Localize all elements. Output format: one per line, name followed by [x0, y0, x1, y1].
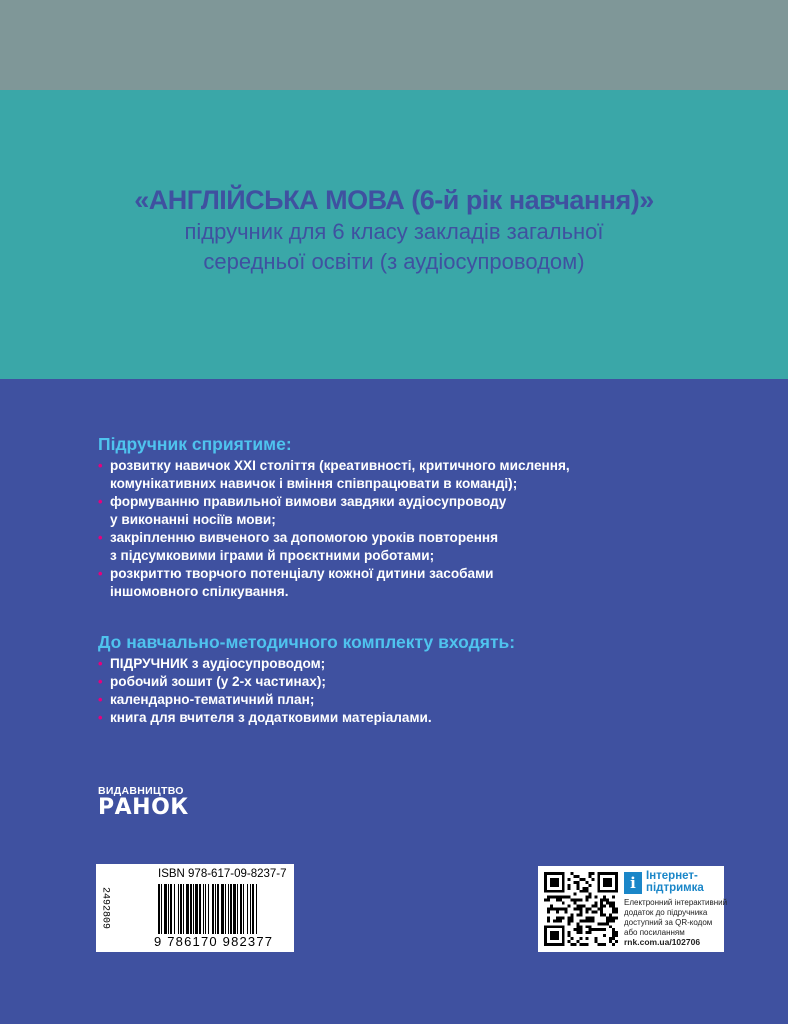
list-item — [98, 691, 658, 709]
bullet-icon: • — [98, 530, 103, 545]
kit-heading: До навчально-методичного комплекту входять: — [98, 632, 516, 652]
top-band — [0, 0, 788, 90]
barcode-icon — [158, 884, 286, 934]
bullet-icon: • — [98, 566, 103, 581]
bullet-icon: • — [98, 656, 103, 671]
list-item-line: робочий зошит (у 2-х частинах); — [110, 674, 326, 689]
bullet-icon: • — [98, 458, 103, 473]
support-title-line-2: підтримка — [646, 882, 704, 894]
bullet-icon: • — [98, 494, 103, 509]
book-title: «АНГЛІЙСЬКА МОВА (6-й рік навчання)» — [134, 185, 654, 215]
bullet-icon: • — [98, 710, 103, 725]
book-subtitle-line-2: середньої освіти (з аудіосупроводом) — [203, 249, 585, 274]
list-item-line: у виконанні носіїв мови; — [110, 512, 276, 527]
benefits-heading: Підручник сприятиме: — [98, 434, 292, 454]
list-item-line: ПІДРУЧНИК з аудіосупроводом; — [110, 656, 326, 671]
support-description-line: додаток до підручника — [624, 908, 708, 917]
bullet-icon: • — [98, 692, 103, 707]
support-description-line: або посиланням — [624, 928, 685, 937]
barcode-box — [96, 864, 294, 952]
list-item-line: формуванню правильної вимови завдяки аудіосупроводу — [110, 494, 507, 509]
internet-support-box — [538, 866, 728, 952]
kit-section — [98, 631, 658, 727]
publisher-label: ВИДАВНИЦТВО — [98, 785, 184, 797]
list-item-line: книга для вчителя з додатковими матеріалами. — [110, 710, 432, 725]
list-item — [98, 529, 658, 565]
isbn-text: ISBN 978-617-09-8237-7 — [158, 868, 287, 880]
list-item-line: іншомовного спілкування. — [110, 584, 289, 599]
support-description-line: доступний за QR-кодом — [624, 918, 713, 927]
bullet-icon: • — [98, 674, 103, 689]
support-description — [624, 898, 727, 938]
publisher-logo — [98, 785, 189, 819]
qr-code-icon[interactable] — [544, 872, 618, 946]
list-item-line: розкриттю творчого потенціалу кожної дитини засобами — [110, 566, 494, 581]
list-item — [98, 565, 658, 601]
benefits-list — [98, 457, 658, 601]
benefits-section — [98, 433, 658, 601]
list-item-line: календарно-тематичний план; — [110, 692, 315, 707]
publisher-name: РАНОК — [98, 795, 189, 820]
list-item — [98, 457, 658, 493]
list-item — [98, 493, 658, 529]
list-item-line: комунікативних навичок і вміння співпрацювати в команді); — [110, 476, 518, 491]
barcode-side-code-text: 2492809 — [99, 886, 111, 930]
list-item-line: закріпленню вивченого за допомогою уроків повторення — [110, 530, 499, 545]
list-item — [98, 673, 658, 691]
support-link[interactable]: rnk.com.ua/102706 — [624, 937, 701, 947]
ean-digits: 9 786170 982377 — [154, 934, 274, 949]
title-block — [0, 183, 788, 277]
support-description-line: Електронний інтерактивний — [624, 898, 728, 907]
info-icon: i — [624, 872, 642, 894]
kit-list — [98, 655, 658, 727]
list-item — [98, 655, 658, 673]
support-title — [646, 870, 704, 894]
book-subtitle-line-1: підручник для 6 класу закладів загальної — [184, 219, 604, 244]
list-item — [98, 709, 658, 727]
support-title-line-1: Інтернет- — [646, 870, 698, 882]
list-item-line: з підсумковими іграми й проєктними роботами; — [110, 548, 435, 563]
barcode-side-code — [98, 870, 112, 946]
list-item-line: розвитку навичок XXI століття (креативності, критичного мислення, — [110, 458, 570, 473]
